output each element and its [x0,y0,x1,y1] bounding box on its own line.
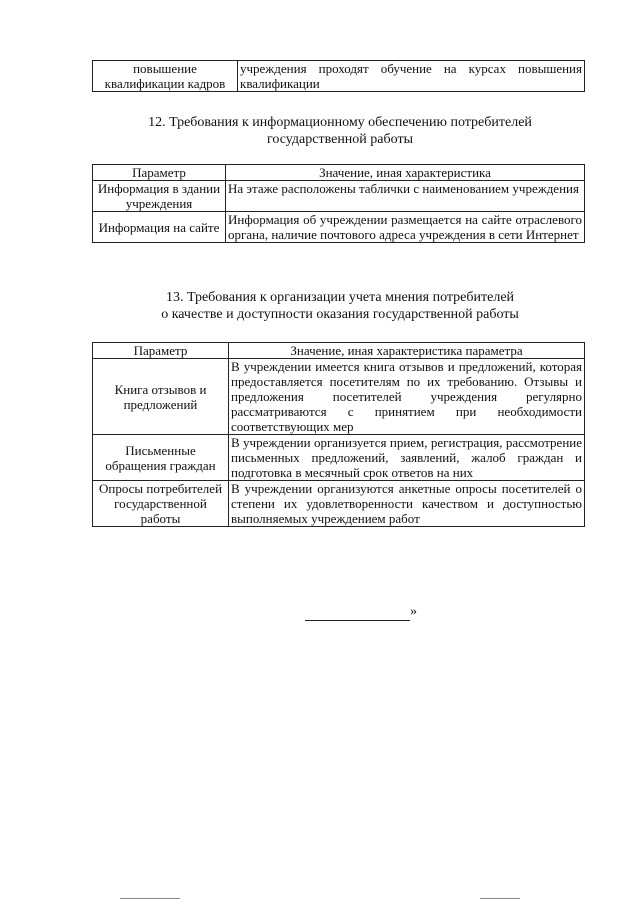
param-cell: Письменные обращения граждан [93,435,229,481]
table-row [93,212,585,243]
param-cell: Информация на сайте [93,212,226,243]
value-cell: В учреждении организуется прием, регистрация, рассмотрение письменных предложений, заявлений, жалоб граждан и подготовка в месячный срок ответов на них [229,435,585,481]
section-12-heading-line-1: 12. Требования к информационному обеспечению потребителей [148,115,532,130]
column-header-param: Параметр [93,165,226,181]
table-header-row [93,343,585,359]
section-12-heading [60,114,620,148]
param-cell: Опросы потребителей государственной работы [93,481,229,527]
table-header-row [93,165,585,181]
column-header-value: Значение, иная характеристика параметра [229,343,585,359]
scan-artifact [120,898,180,899]
continuation-table [92,60,585,92]
param-cell: Книга отзывов и предложений [93,359,229,435]
column-header-param: Параметр [93,343,229,359]
section-13-heading-line-2: о качестве и доступности оказания государственной работы [161,307,519,322]
value-cell: учреждения проходят обучение на курсах повышения квалификации [238,61,585,92]
section-12-heading-line-2: государственной работы [267,132,413,147]
closing-underline [305,606,410,621]
value-cell: На этаже расположены таблички с наименованием учреждения [226,181,585,212]
table-row [93,481,585,527]
table-row [93,435,585,481]
section-13-heading-line-1: 13. Требования к организации учета мнения потребителей [165,290,515,305]
value-cell: Информация об учреждении размещается на сайте отраслевого органа, наличие почтового адреса учреждения в сети Интернет [226,212,585,243]
param-cell: повышение квалификации кадров [93,61,238,92]
value-cell: В учреждении организуются анкетные опросы посетителей о степени их удовлетворенности качеством и доступностью выполняемых учреждением работ [229,481,585,527]
column-header-value: Значение, иная характеристика [226,165,585,181]
section-12-table [92,164,585,243]
value-cell: В учреждении имеется книга отзывов и предложений, которая предоставляется посетителям по их требованию. Отзывы и предложения посетителей учреждения регулярно рассматриваются с принятием при необходимости соответствующих мер [229,359,585,435]
table-row [93,181,585,212]
section-13-table [92,342,585,527]
table-row [93,359,585,435]
section-13-heading [60,289,620,323]
closing-quote-mark: » [410,604,417,619]
table-row [93,61,585,92]
param-cell: Информация в здании учреждения [93,181,226,212]
scan-artifact [480,898,520,899]
